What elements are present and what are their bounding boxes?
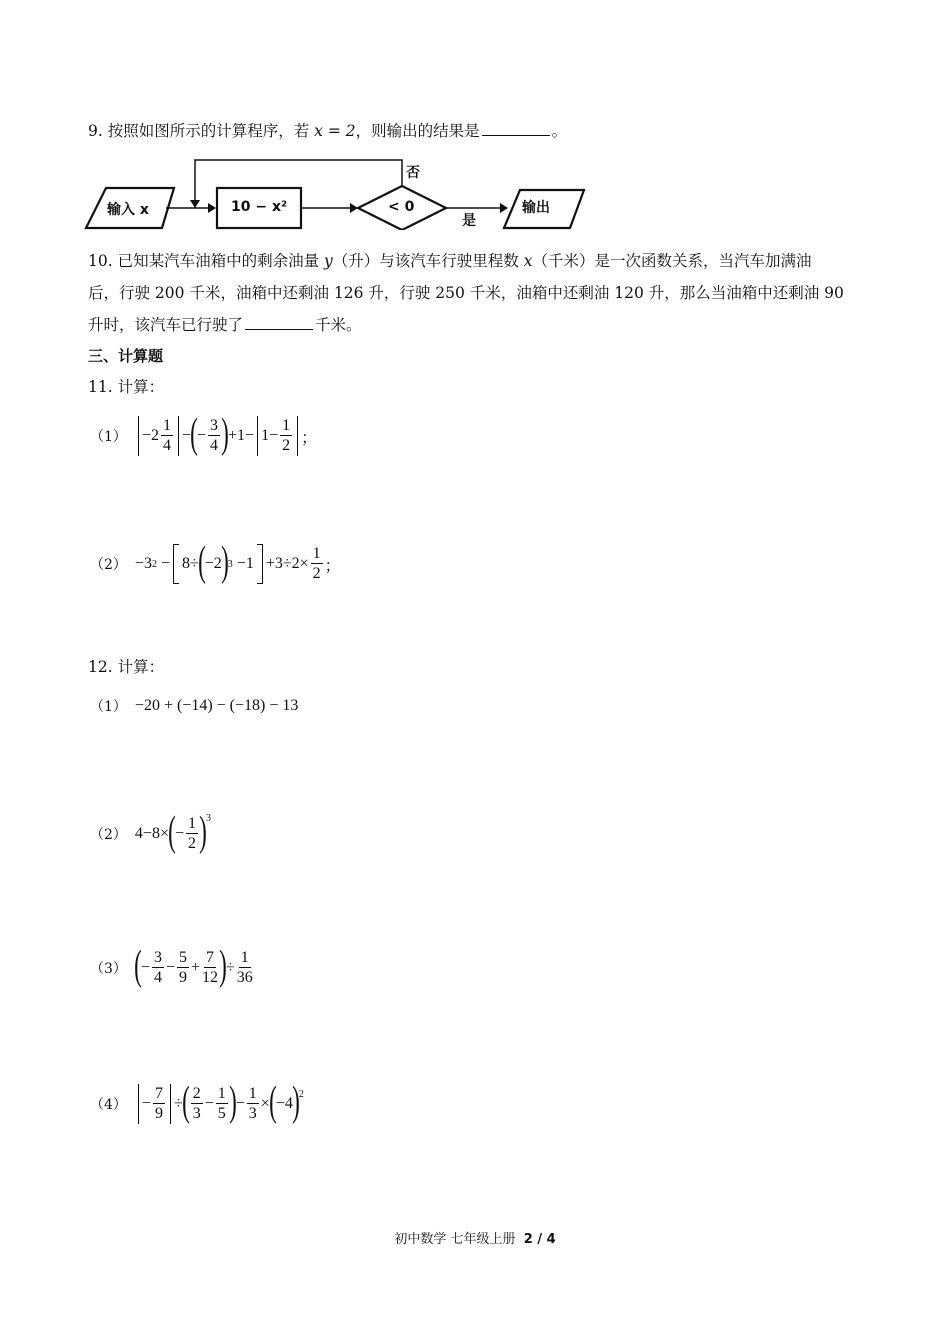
q12-p1-label: （1）	[90, 699, 127, 715]
q12-part-2	[90, 809, 211, 856]
q10-answer-blank[interactable]	[245, 315, 313, 330]
q12-part-3	[90, 943, 255, 990]
q10-line-2: 后，行驶 200 千米，油箱中还剩油 126 升，行驶 250 千米，油箱中还剩油 120 升，那么当油箱中还剩油 90	[88, 284, 844, 302]
flow-yes-label: 是	[462, 213, 476, 229]
q10-line-1: 10. 已知某汽车油箱中的剩余油量 y（升）与该汽车行驶里程数 x（千米）是一次函数关系，当汽车加满油	[88, 252, 812, 270]
q11-p1-expression: −2 $\frac{1}{4}$ − ( − $\frac{3}{4}$ ) +1− 1− $\frac{1}{2}$ ；	[135, 415, 317, 457]
q11-part-1	[90, 411, 318, 458]
q12-p3-expression: ( − $\frac{3}{4}$ − $\frac{5}{9}$ + $\frac{7}{12}$ ) ÷ $\frac{1}{36}$	[134, 943, 253, 989]
flow-output-label: 输出	[522, 200, 550, 216]
q11-p1-label: （1）	[90, 429, 127, 445]
q12-p2-label: （2）	[90, 827, 127, 843]
q9-text-b: ，则输出的结果是	[355, 122, 480, 140]
q10-line-3: 升时，该汽车已行驶了 千米。	[88, 316, 362, 334]
q9-text-c: 。	[551, 122, 568, 140]
q11-p2-expression: −3 2 − 8÷ ( −2 ) 3 −1 +3÷2× $\frac{1}{2}$ ；	[134, 539, 341, 585]
page-footer	[0, 1228, 950, 1247]
q10-var-x: x	[523, 252, 533, 270]
footer-page-number: 2 / 4	[523, 1232, 556, 1247]
flow-decision-label: < 0	[388, 199, 415, 215]
q9-flowchart	[84, 150, 594, 230]
q11-p2-label: （2）	[90, 557, 127, 573]
q11-title: 11. 计算：	[88, 378, 165, 396]
q12-p1-expression: −20 + (−14) − (−18) − 13	[134, 697, 299, 714]
flow-process-label: 10 − x²	[231, 199, 288, 215]
q12-p2-expression: 4−8× ( − $\frac{1}{2}$ ) $^3$	[134, 809, 211, 855]
section-3-heading: 三、计算题	[88, 347, 164, 365]
q9-text	[88, 120, 567, 142]
q12-p3-label: （3）	[90, 961, 127, 977]
q10-var-y: y	[324, 252, 333, 270]
q12-p4-expression: − $\frac{7}{9}$ ÷ ( $\frac{2}{3}$ − $\frac{1}{5}$ ) − $\frac{1}{3}$ × ( −4 ) $^2$	[135, 1083, 304, 1125]
q12-title: 12. 计算：	[88, 658, 165, 676]
q9-answer-blank[interactable]	[482, 121, 550, 136]
flow-input-label: 输入 x	[107, 202, 149, 218]
flow-no-label: 否	[406, 165, 420, 181]
q12-part-1	[90, 692, 298, 720]
q9-condition: x = 2	[314, 122, 356, 140]
q12-part-4	[90, 1079, 304, 1126]
q11-part-2	[90, 539, 341, 586]
footer-text: 初中数学 七年级上册	[394, 1232, 516, 1247]
q12-p4-label: （4）	[90, 1097, 127, 1113]
q9-text-a: 9. 按照如图所示的计算程序，若	[88, 122, 315, 140]
